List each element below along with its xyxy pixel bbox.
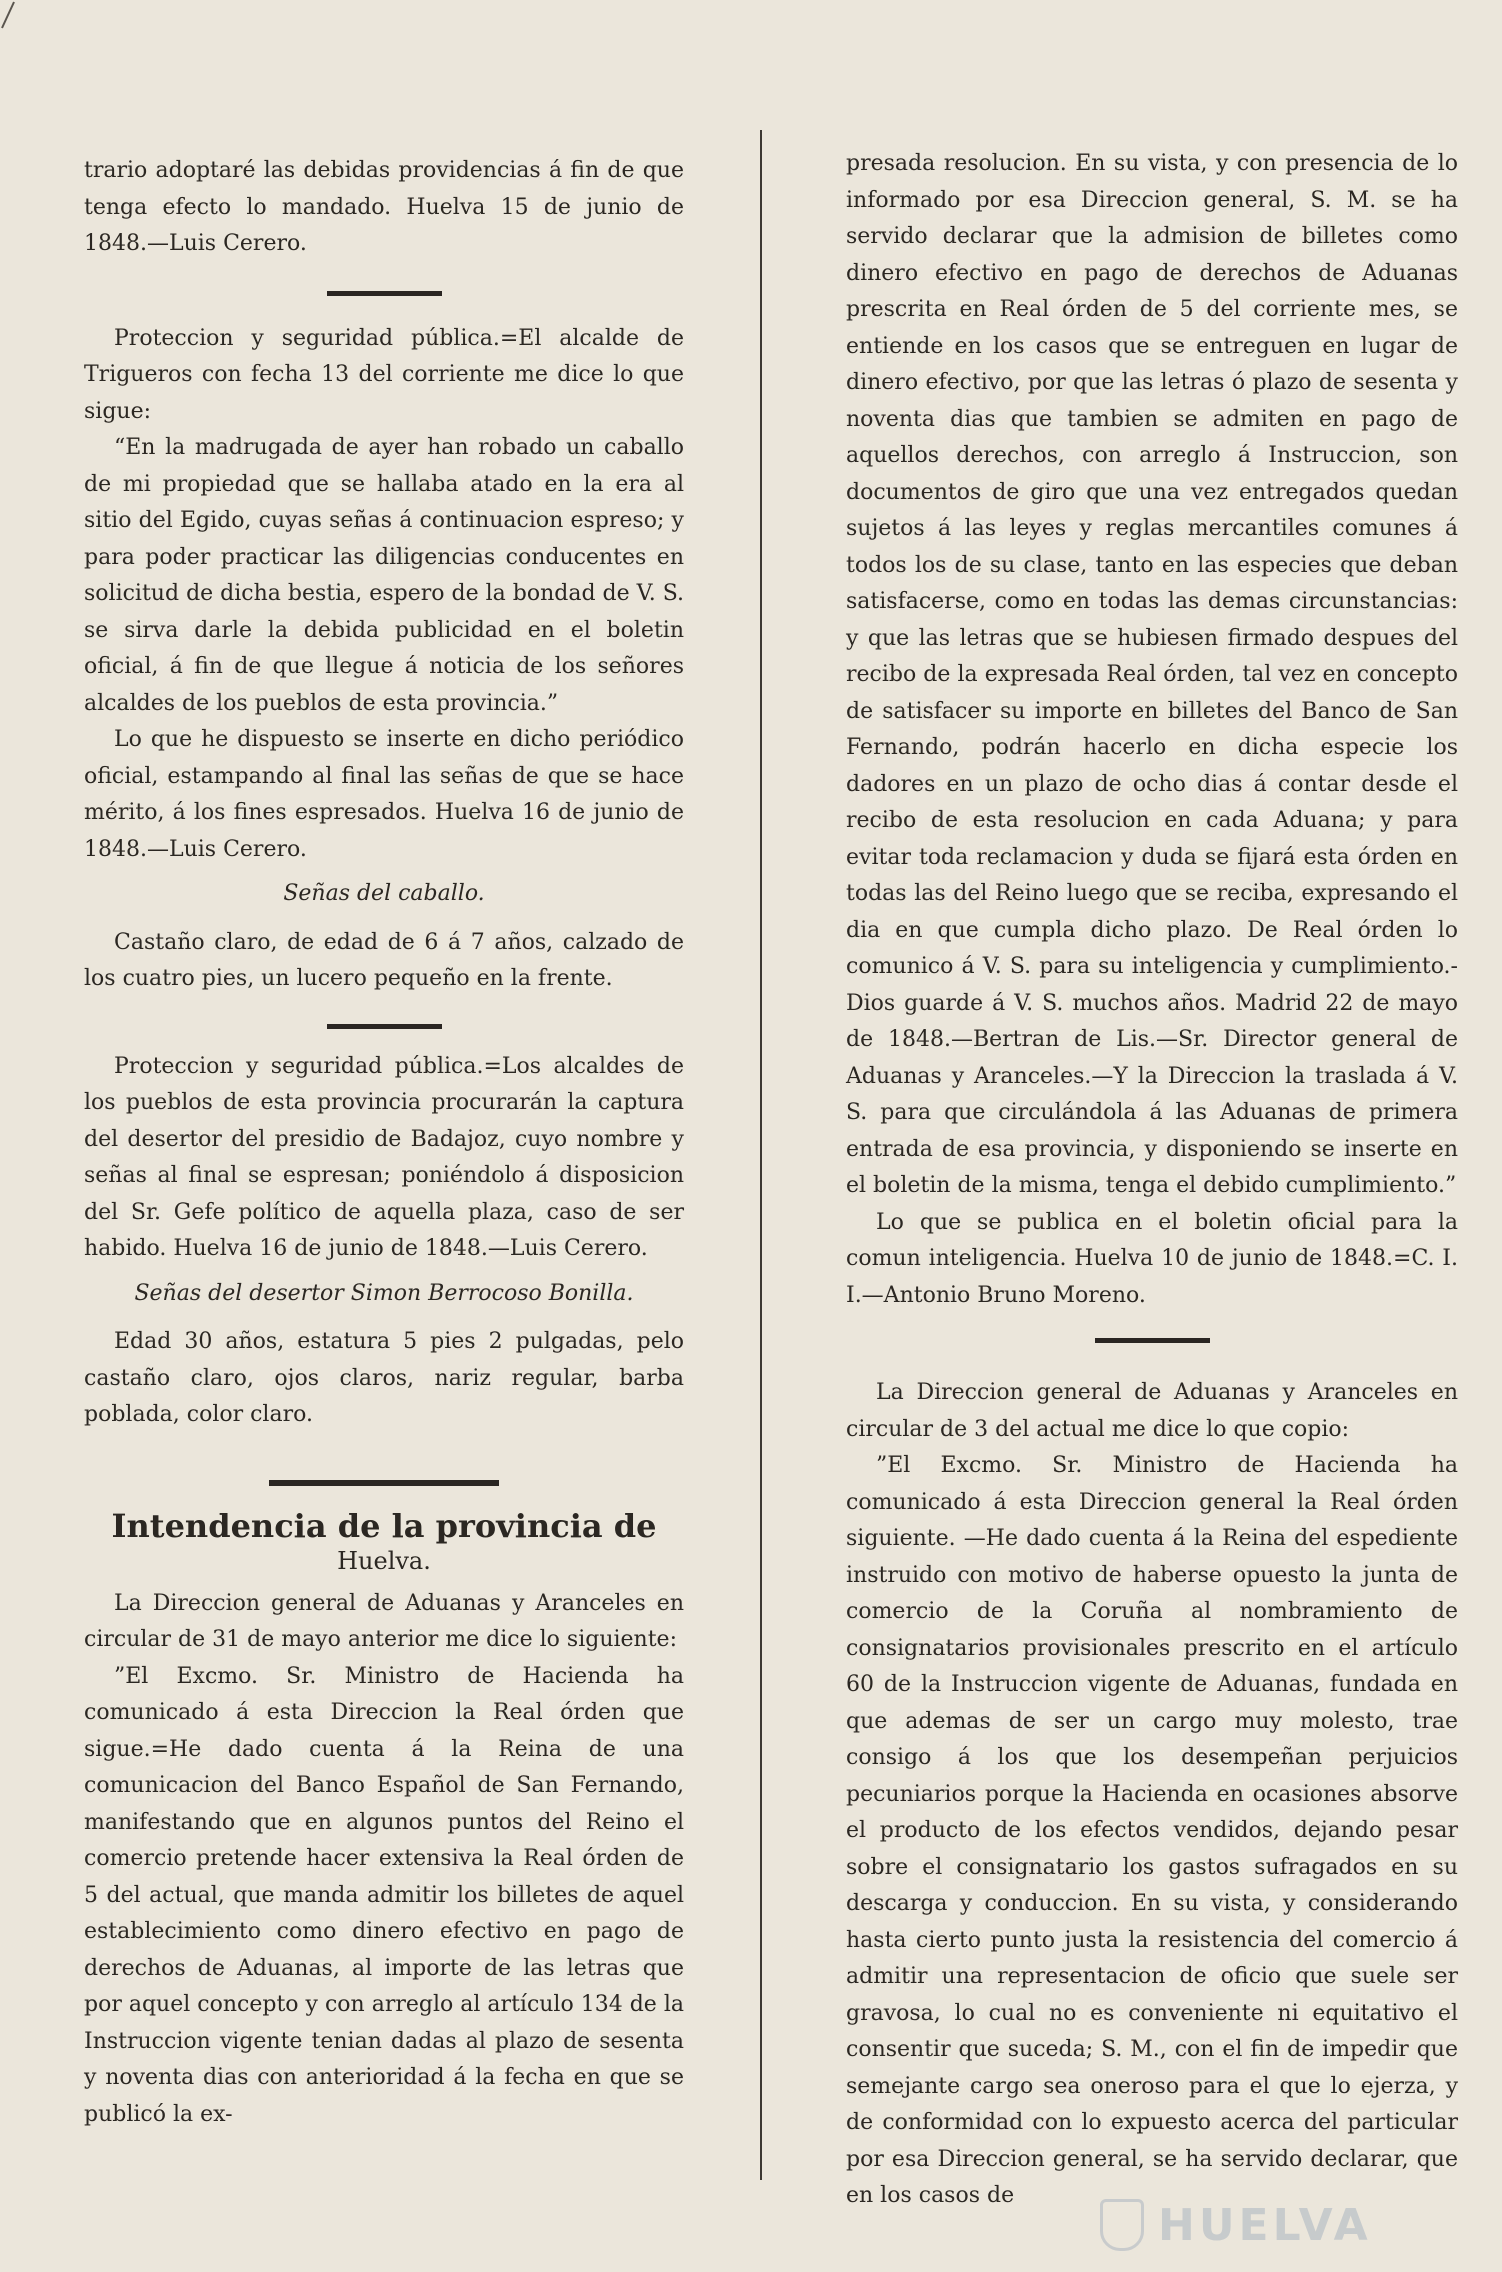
paragraph-publication-notice: Lo que se publica en el boletin oficial para la comun inteligencia. Huelva 10 de junio de 1848.=C. I. I.—Antonio Bruno Moreno. [846,1209,1458,1308]
archive-watermark [1100,2195,1440,2255]
paragraph-customs-circular: La Direccion general de Aduanas y Aranceles en circular de 31 de mayo anterior me dice lo siguiente: [84,1590,684,1652]
section-separator [327,1024,442,1029]
page-corner-mark [0,0,40,40]
paragraph-deserter-capture: Proteccion y seguridad pública.=Los alcaldes de los pueblos de esta provincia procurarán la captura del desertor del presidio de Badajoz, cuyo nombre y señas al final se espresan; poniéndolo á disposicion del Sr. Gefe político de aquella plaza, caso de ser habido. Huelva 16 de junio de 1848.—Luis Cerero. [84,1053,684,1261]
section-heading: Intendencia de la provincia de [111,1506,657,1545]
horse-description: Castaño claro, de edad de 6 á 7 años, calzado de los cuatro pies, un lucero pequeño en la frente. [84,929,684,991]
watermark-text: HUELVA [1158,2199,1372,2251]
horse-description-title: Señas del caballo. [283,881,485,906]
section-subheading: Huelva. [337,1546,431,1575]
right-column [846,0,1458,2215]
shield-icon [1100,2199,1144,2251]
section-separator [327,291,442,296]
deserter-description-title: Señas del desertor Simon Berrocoso Bonilla. [134,1280,634,1306]
paragraph-insertion-order: Lo que he dispuesto se inserte en dicho periódico oficial, estampando al final las señas de que se hace mérito, á los fines espresados. Huelva 16 de junio de 1848.—Luis Cerero. [84,727,684,862]
paragraph-customs-circular-2: La Direccion general de Aduanas y Aranceles en circular de 3 del actual me dice lo que copio: [846,1380,1458,1442]
left-column [84,0,684,2133]
paragraph-resolution: presada resolucion. En su vista, y con presencia de lo informado por esa Direccion general, S. M. se ha servido declarar que la admision de billetes como dinero efectivo en pago de derechos de Aduanas prescrita en Real órden de 5 del corriente mes, se entiende en los casos que se entreguen en lugar de dinero efectivo, por que las letras ó plazo de sesenta y noventa dias que tambien se admiten en pago de aquellos derechos, con arreglo á Instruccion, son documentos de giro que una vez entregados quedan sujetos á las leyes y reglas mercantiles comunes á todos los de su clase, tanto en las especies que deban satisfacerse, como en todas las demas circunstancias: y que las letras que se hubiesen firmado despues del recibo de la expresada Real órden, tal vez en concepto de satisfacer su importe en billetes del Banco de San Fernando, podrán hacerlo en dicha especie los dadores en un plazo de ocho dias á contar desde el recibo de esta resolucion en cada Aduana; y para evitar toda reclamacion y duda se fijará esta órden en todas las del Reino luego que se reciba, expresando el dia en que cumpla dicho plazo. De Real órden lo comunico á V. S. para su inteligencia y cumplimiento.-Dios guarde á V. S. muchos años. Madrid 22 de mayo de 1848.—Bertran de Lis.—Sr. Director general de Aduanas y Aranceles.—Y la Direccion la traslada á V. S. para que circulándola á las Aduanas de primera entrada de esa provincia, y disponiendo se inserte en el boletin de la misma, tenga el debido cumplimiento.” [846,151,1458,1198]
deserter-description: Edad 30 años, estatura 5 pies 2 pulgadas, pelo castaño claro, ojos claros, nariz regular, barba poblada, color claro. [84,1329,684,1427]
column-divider [760,130,762,2180]
paragraph-quoted-letter: “En la madrugada de ayer han robado un caballo de mi propiedad que se hallaba atado en la era al sitio del Egido, cuyas señas á continuacion espreso; y para poder practicar las diligencias conducentes en solicitud de dicha bestia, espero de la bondad de V. S. se sirva darle la debida publicidad en el boletin oficial, á fin de que llegue á noticia de los señores alcaldes de los pueblos de esta provincia.” [84,435,684,716]
section-separator [1095,1338,1210,1343]
paragraph-royal-order: ”El Excmo. Sr. Ministro de Hacienda ha comunicado á esta Direccion la Real órden que sigue.=He dado cuenta á la Reina de una comunicacion del Banco Español de San Fernando, manifestando que en algunos puntos del Reino el comercio pretende hacer extensiva la Real órden de 5 del actual, que manda admitir los billetes de aquel establecimiento como dinero efectivo en pago de derechos de Aduanas, al importe de las letras que por aquel concepto y con arreglo al artículo 134 de la Instruccion vigente tenian dadas al plazo de sesenta y noventa dias con anterioridad á la fecha en que se publicó la ex- [84,1663,684,2127]
paragraph-order-closing: trario adoptaré las debidas providencias á fin de que tenga efecto lo mandado. Huelva 15 de junio de 1848.—Luis Cerero. [84,158,684,256]
section-separator-double [269,1480,499,1486]
paragraph-consignees-order: ”El Excmo. Sr. Ministro de Hacienda ha comunicado á esta Direccion general la Real órden siguiente. —He dado cuenta á la Reina del espediente instruido con motivo de haberse opuesto la junta de comercio de la Coruña al nombramiento de consignatarios provisionales prescrito en el artículo 60 de la Instruccion vigente de Aduanas, fundada en que ademas de ser un cargo muy molesto, trae consigo á los que los desempeñan perjuicios pecuniarios porque la Hacienda en ocasiones absorve el producto de los efectos vendidos, dejando pesar sobre el consignatario los gastos sufragados en su descarga y conduccion. En su vista, y considerando hasta cierto punto justa la resistencia del comercio á admitir una representacion de oficio que suele ser gravosa, lo cual no es conveniente ni equitativo el consentir que suceda; S. M., con el fin de impedir que semejante cargo sea oneroso para el que lo ejerza, y de conformidad con lo expuesto acerca del particular por esa Direccion general, se ha servido declarar, que en los casos de [846,1453,1458,2208]
paragraph-security-trigueros: Proteccion y seguridad pública.=El alcalde de Trigueros con fecha 13 del corriente me dice lo que sigue: [84,325,684,424]
